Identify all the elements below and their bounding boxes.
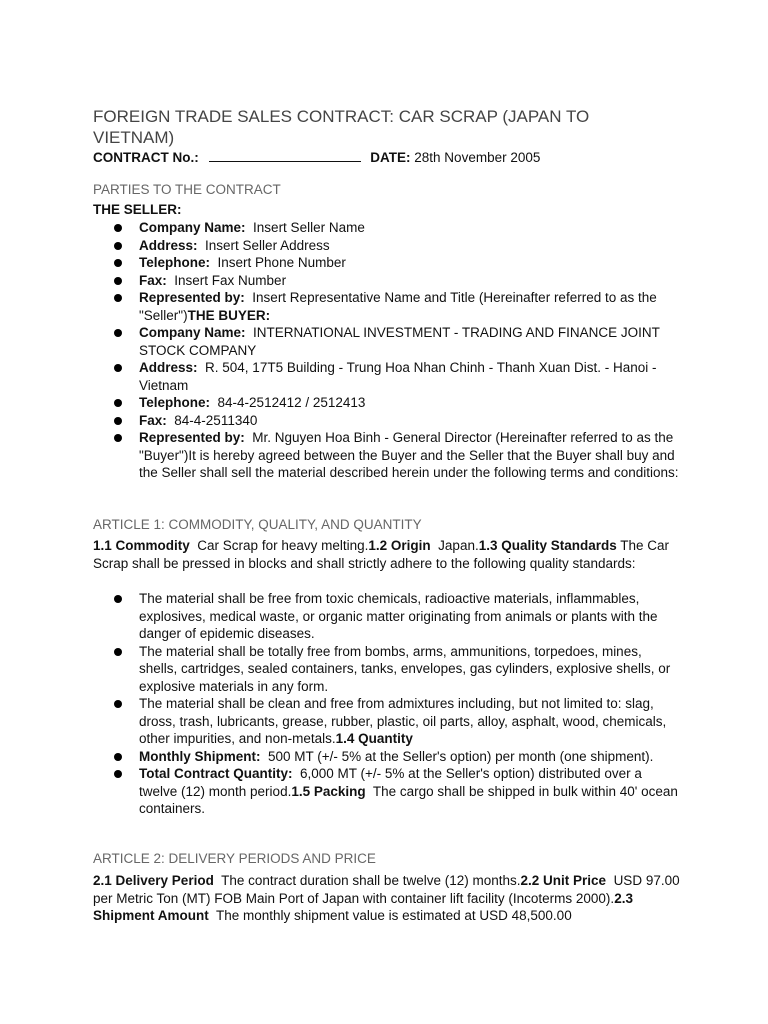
contract-no-blank	[209, 149, 361, 162]
bullet-icon	[114, 329, 122, 337]
list-item: Monthly Shipment: 500 MT (+/- 5% at the Seller's option) per month (one shipment).	[93, 748, 683, 766]
list-item: Company Name: Insert Seller Name	[93, 219, 683, 237]
bullet-icon	[114, 770, 122, 778]
bullet-icon	[114, 700, 122, 708]
list-item: Telephone: Insert Phone Number	[93, 254, 683, 272]
bullet-icon	[114, 595, 122, 603]
list-item: Fax: 84-4-2511340	[93, 412, 683, 430]
list-item: The material shall be free from toxic chemicals, radioactive materials, inflammables, explosives, medical waste, or organic matter originating from animals or plants with the danger of epidemic diseases.	[93, 590, 683, 643]
bullet-icon	[114, 417, 122, 425]
list-item: Address: R. 504, 17T5 Building - Trung Hoa Nhan Chinh - Thanh Xuan Dist. - Hanoi - Vietnam	[93, 359, 683, 394]
bullet-icon	[114, 224, 122, 232]
bullet-icon	[114, 294, 122, 302]
list-item: Total Contract Quantity: 6,000 MT (+/- 5% at the Seller's option) distributed over a twelve (12) month period.1.5 Packing The cargo shall be shipped in bulk within 40' ocean containers.	[93, 765, 683, 818]
list-item: Telephone: 84-4-2512412 / 2512413	[93, 394, 683, 412]
quality-list	[93, 590, 683, 818]
article-1-heading: ARTICLE 1: COMMODITY, QUALITY, AND QUANTITY	[93, 517, 422, 532]
buyer-label: THE BUYER:	[187, 307, 271, 323]
date-value: 28th November 2005	[414, 150, 541, 165]
bullet-icon	[114, 364, 122, 372]
date-label: DATE:	[370, 150, 411, 165]
list-item: The material shall be totally free from bombs, arms, ammunitions, torpedoes, mines, shells, cartridges, sealed containers, tanks, envelopes, gas cylinders, explosive shells, or explosive materials in any form.	[93, 643, 683, 696]
bullet-icon	[114, 277, 122, 285]
bullet-icon	[114, 648, 122, 656]
list-item: Represented by: Insert Representative Name and Title (Hereinafter referred to as the "Seller")THE BUYER:	[93, 289, 683, 324]
parties-list	[93, 219, 683, 482]
bullet-icon	[114, 242, 122, 250]
bullet-icon	[114, 399, 122, 407]
article-2-text: 2.1 Delivery Period The contract duration shall be twelve (12) months.2.2 Unit Price USD 97.00 per Metric Ton (MT) FOB Main Port of Japan with container lift facility (Incoterms 2000).2.3 Shipment Amount The monthly shipment value is estimated at USD 48,500.00	[93, 873, 680, 923]
article-1-intro: 1.1 Commodity Car Scrap for heavy melting.1.2 Origin Japan.1.3 Quality Standards The Car Scrap shall be pressed in blocks and shall strictly adhere to the following quality standards:	[93, 538, 670, 571]
contract-number-line	[93, 149, 540, 167]
list-item: Address: Insert Seller Address	[93, 237, 683, 255]
list-item: Represented by: Mr. Nguyen Hoa Binh - General Director (Hereinafter referred to as the "Buyer")It is hereby agreed between the Buyer and the Seller that the Buyer shall buy and the Seller shall sell the material described herein under the following terms and conditions:	[93, 429, 683, 482]
bullet-icon	[114, 259, 122, 267]
contract-no-label: CONTRACT No.:	[93, 150, 199, 165]
document-title: FOREIGN TRADE SALES CONTRACT: CAR SCRAP (JAPAN TO VIETNAM)	[93, 107, 590, 147]
article-2-heading: ARTICLE 2: DELIVERY PERIODS AND PRICE	[93, 851, 376, 866]
bullet-icon	[114, 753, 122, 761]
list-item: Fax: Insert Fax Number	[93, 272, 683, 290]
seller-label: THE SELLER:	[93, 202, 182, 217]
parties-heading: PARTIES TO THE CONTRACT	[93, 182, 281, 197]
list-item: The material shall be clean and free from admixtures including, but not limited to: slag, dross, trash, lubricants, grease, rubber, plastic, oil parts, alloy, asphalt, wood, chemicals, other impurities, and non-metals.1.4 Quantity	[93, 695, 683, 748]
bullet-icon	[114, 434, 122, 442]
list-item: Company Name: INTERNATIONAL INVESTMENT - TRADING AND FINANCE JOINT STOCK COMPANY	[93, 324, 683, 359]
